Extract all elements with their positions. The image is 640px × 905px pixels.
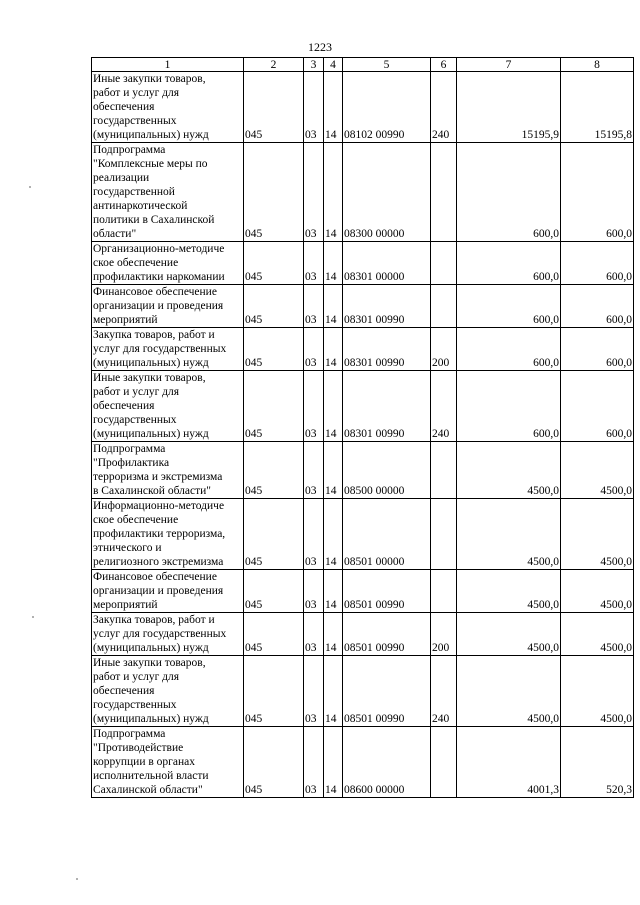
row-target-article-cell: 08600 00000 xyxy=(343,727,431,798)
row-expense-type-cell: 240 xyxy=(431,656,457,727)
row-amount-col7-cell: 4500,0 xyxy=(457,613,561,656)
row-target-article-cell: 08301 00990 xyxy=(343,285,431,328)
row-amount-col7-cell: 600,0 xyxy=(457,143,561,242)
row-amount-col7-cell: 4500,0 xyxy=(457,442,561,499)
row-name-cell: Информационно-методиче ское обеспечение профилактики терроризма, этнического и религиозного экстремизма xyxy=(92,499,244,570)
row-target-article-cell: 08500 00000 xyxy=(343,442,431,499)
row-ved-code-cell: 045 xyxy=(244,727,304,798)
row-target-article-cell: 08301 00000 xyxy=(343,242,431,285)
table-row xyxy=(92,371,634,442)
row-name-cell: Финансовое обеспечение организации и проведения мероприятий xyxy=(92,285,244,328)
row-name-cell: Подпрограмма "Комплексные меры по реализации государственной антинаркотической политики в Сахалинской области" xyxy=(92,143,244,242)
row-subsection-cell: 14 xyxy=(324,656,343,727)
row-ved-code-cell: 045 xyxy=(244,442,304,499)
row-subsection-cell: 14 xyxy=(324,285,343,328)
header-cell: 8 xyxy=(561,58,634,72)
row-subsection-cell: 14 xyxy=(324,570,343,613)
row-ved-code-cell: 045 xyxy=(244,499,304,570)
row-amount-col7-cell: 600,0 xyxy=(457,285,561,328)
row-subsection-cell: 14 xyxy=(324,371,343,442)
row-ved-code-cell: 045 xyxy=(244,328,304,371)
row-amount-col7-cell: 600,0 xyxy=(457,328,561,371)
row-expense-type-cell xyxy=(431,570,457,613)
table-row xyxy=(92,499,634,570)
row-amount-col7-cell: 4001,3 xyxy=(457,727,561,798)
header-cell: 7 xyxy=(457,58,561,72)
row-amount-col8-cell: 4500,0 xyxy=(561,499,634,570)
table-row xyxy=(92,656,634,727)
row-expense-type-cell xyxy=(431,442,457,499)
row-section-cell: 03 xyxy=(304,143,324,242)
row-name-cell: Иные закупки товаров, работ и услуг для обеспечения государственных (муниципальных) нужд xyxy=(92,656,244,727)
row-subsection-cell: 14 xyxy=(324,328,343,371)
table-row xyxy=(92,143,634,242)
header-row xyxy=(92,58,634,72)
header-cell: 1 xyxy=(92,58,244,72)
row-amount-col7-cell: 4500,0 xyxy=(457,570,561,613)
row-expense-type-cell xyxy=(431,499,457,570)
table-row xyxy=(92,285,634,328)
table-row xyxy=(92,328,634,371)
row-amount-col8-cell: 15195,8 xyxy=(561,72,634,143)
row-amount-col8-cell: 600,0 xyxy=(561,328,634,371)
row-section-cell: 03 xyxy=(304,371,324,442)
row-ved-code-cell: 045 xyxy=(244,656,304,727)
header-cell: 5 xyxy=(343,58,431,72)
row-target-article-cell: 08301 00990 xyxy=(343,371,431,442)
row-subsection-cell: 14 xyxy=(324,613,343,656)
row-amount-col8-cell: 4500,0 xyxy=(561,570,634,613)
row-expense-type-cell: 240 xyxy=(431,371,457,442)
row-subsection-cell: 14 xyxy=(324,143,343,242)
row-section-cell: 03 xyxy=(304,442,324,499)
row-expense-type-cell xyxy=(431,285,457,328)
budget-table xyxy=(91,57,634,798)
row-amount-col8-cell: 4500,0 xyxy=(561,442,634,499)
row-subsection-cell: 14 xyxy=(324,499,343,570)
row-name-cell: Закупка товаров, работ и услуг для государственных (муниципальных) нужд xyxy=(92,328,244,371)
row-target-article-cell: 08300 00000 xyxy=(343,143,431,242)
row-target-article-cell: 08301 00990 xyxy=(343,328,431,371)
row-section-cell: 03 xyxy=(304,72,324,143)
row-name-cell: Иные закупки товаров, работ и услуг для обеспечения государственных (муниципальных) нужд xyxy=(92,72,244,143)
table-row xyxy=(92,613,634,656)
scan-speck xyxy=(32,616,34,618)
row-subsection-cell: 14 xyxy=(324,727,343,798)
row-amount-col8-cell: 520,3 xyxy=(561,727,634,798)
row-amount-col8-cell: 600,0 xyxy=(561,371,634,442)
row-ved-code-cell: 045 xyxy=(244,72,304,143)
row-name-cell: Организационно-методиче ское обеспечение профилактики наркомании xyxy=(92,242,244,285)
row-target-article-cell: 08501 00990 xyxy=(343,613,431,656)
header-cell: 2 xyxy=(244,58,304,72)
row-amount-col8-cell: 600,0 xyxy=(561,285,634,328)
row-target-article-cell: 08102 00990 xyxy=(343,72,431,143)
row-amount-col7-cell: 15195,9 xyxy=(457,72,561,143)
row-amount-col7-cell: 600,0 xyxy=(457,242,561,285)
row-ved-code-cell: 045 xyxy=(244,285,304,328)
scan-speck xyxy=(29,186,31,188)
header-cell: 4 xyxy=(324,58,343,72)
header-cell: 6 xyxy=(431,58,457,72)
row-expense-type-cell xyxy=(431,727,457,798)
row-subsection-cell: 14 xyxy=(324,72,343,143)
row-amount-col7-cell: 600,0 xyxy=(457,371,561,442)
row-name-cell: Финансовое обеспечение организации и проведения мероприятий xyxy=(92,570,244,613)
table-row xyxy=(92,242,634,285)
row-ved-code-cell: 045 xyxy=(244,371,304,442)
row-section-cell: 03 xyxy=(304,613,324,656)
table-row xyxy=(92,570,634,613)
row-section-cell: 03 xyxy=(304,328,324,371)
page-number: 1223 xyxy=(308,40,332,54)
row-amount-col7-cell: 4500,0 xyxy=(457,656,561,727)
row-ved-code-cell: 045 xyxy=(244,570,304,613)
scan-speck xyxy=(76,878,78,880)
row-section-cell: 03 xyxy=(304,570,324,613)
row-section-cell: 03 xyxy=(304,242,324,285)
table-row xyxy=(92,72,634,143)
table-row xyxy=(92,442,634,499)
row-amount-col8-cell: 600,0 xyxy=(561,143,634,242)
row-amount-col8-cell: 4500,0 xyxy=(561,613,634,656)
row-amount-col8-cell: 4500,0 xyxy=(561,656,634,727)
row-name-cell: Иные закупки товаров, работ и услуг для обеспечения государственных (муниципальных) нужд xyxy=(92,371,244,442)
row-section-cell: 03 xyxy=(304,727,324,798)
row-section-cell: 03 xyxy=(304,499,324,570)
row-ved-code-cell: 045 xyxy=(244,613,304,656)
row-ved-code-cell: 045 xyxy=(244,143,304,242)
row-subsection-cell: 14 xyxy=(324,442,343,499)
row-target-article-cell: 08501 00990 xyxy=(343,570,431,613)
row-expense-type-cell: 200 xyxy=(431,613,457,656)
row-subsection-cell: 14 xyxy=(324,242,343,285)
row-target-article-cell: 08501 00000 xyxy=(343,499,431,570)
table-row xyxy=(92,727,634,798)
row-section-cell: 03 xyxy=(304,285,324,328)
row-name-cell: Подпрограмма "Противодействие коррупции в органах исполнительной власти Сахалинской области" xyxy=(92,727,244,798)
row-ved-code-cell: 045 xyxy=(244,242,304,285)
row-name-cell: Подпрограмма "Профилактика терроризма и экстремизма в Сахалинской области" xyxy=(92,442,244,499)
row-section-cell: 03 xyxy=(304,656,324,727)
row-expense-type-cell: 200 xyxy=(431,328,457,371)
row-expense-type-cell: 240 xyxy=(431,72,457,143)
row-expense-type-cell xyxy=(431,242,457,285)
header-cell: 3 xyxy=(304,58,324,72)
row-expense-type-cell xyxy=(431,143,457,242)
row-name-cell: Закупка товаров, работ и услуг для государственных (муниципальных) нужд xyxy=(92,613,244,656)
row-target-article-cell: 08501 00990 xyxy=(343,656,431,727)
row-amount-col8-cell: 600,0 xyxy=(561,242,634,285)
row-amount-col7-cell: 4500,0 xyxy=(457,499,561,570)
